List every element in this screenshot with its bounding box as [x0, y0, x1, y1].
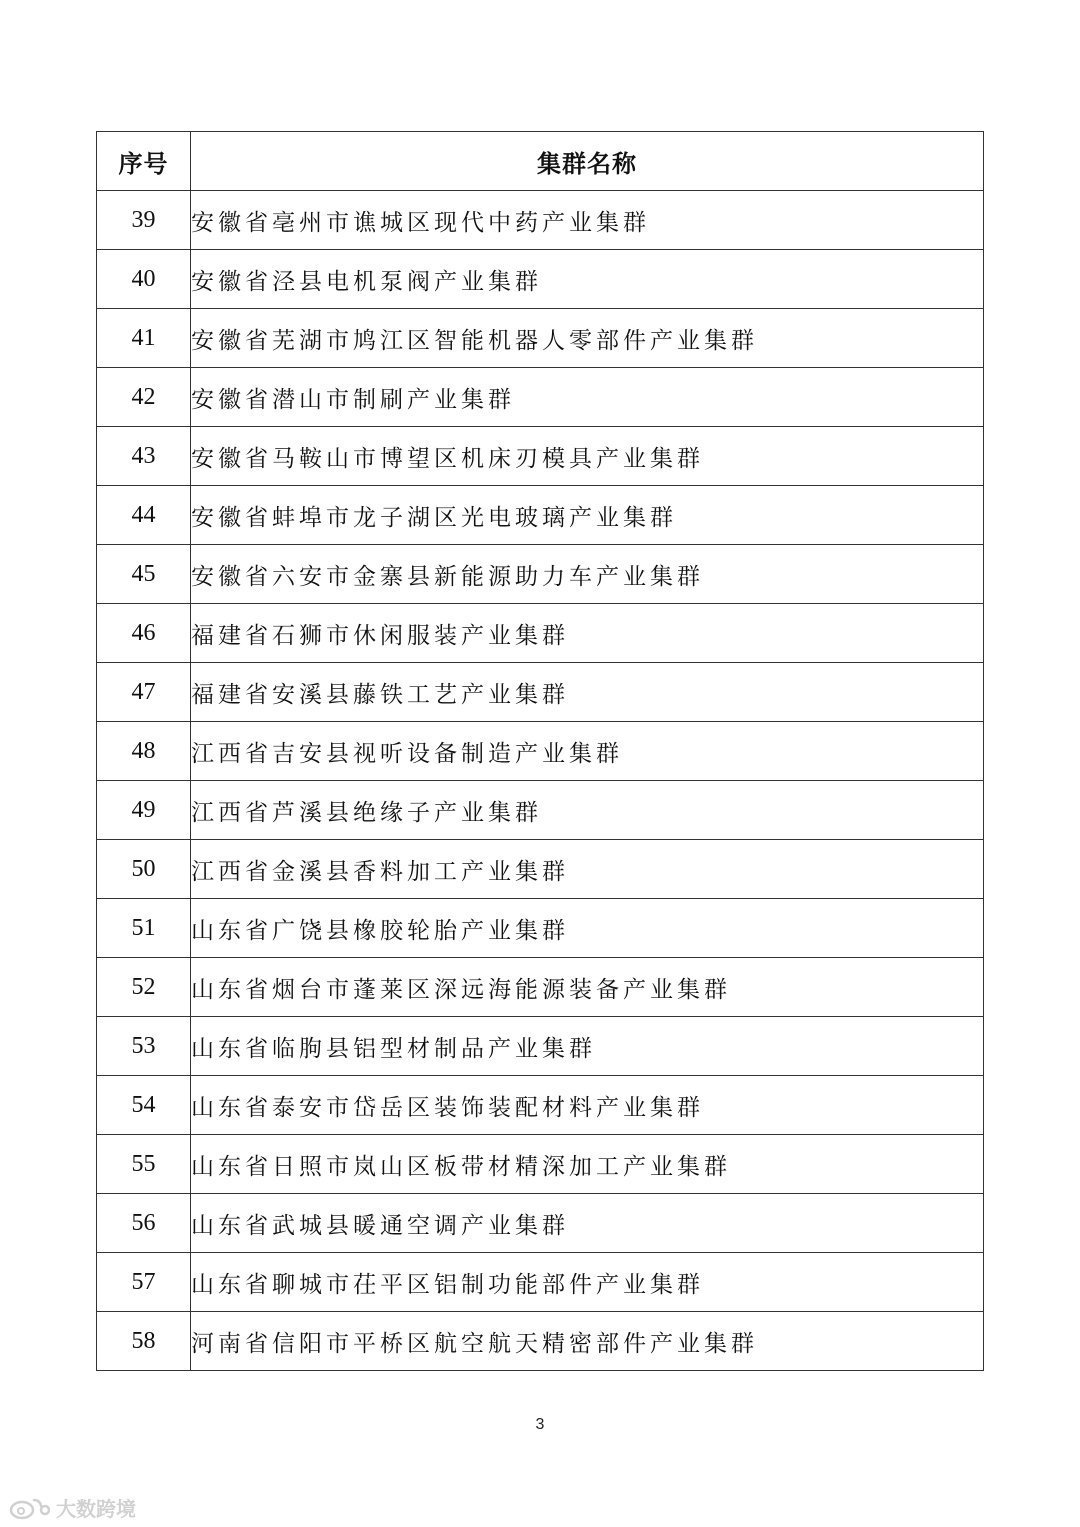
- row-serial-number: 39: [97, 191, 191, 250]
- table-row: [97, 781, 984, 840]
- row-cluster-name: 山东省武城县暖通空调产业集群: [191, 1194, 984, 1253]
- weibo-logo-icon: [8, 1496, 50, 1520]
- row-serial-number: 57: [97, 1253, 191, 1312]
- row-cluster-name: 安徽省亳州市谯城区现代中药产业集群: [191, 191, 984, 250]
- row-serial-number: 43: [97, 427, 191, 486]
- table-row: [97, 250, 984, 309]
- table-row: [97, 1312, 984, 1371]
- row-cluster-name: 安徽省芜湖市鸠江区智能机器人零部件产业集群: [191, 309, 984, 368]
- row-serial-number: 44: [97, 486, 191, 545]
- table-row: [97, 427, 984, 486]
- row-cluster-name: 江西省芦溪县绝缘子产业集群: [191, 781, 984, 840]
- row-serial-number: 50: [97, 840, 191, 899]
- row-serial-number: 49: [97, 781, 191, 840]
- row-serial-number: 52: [97, 958, 191, 1017]
- row-cluster-name: 江西省吉安县视听设备制造产业集群: [191, 722, 984, 781]
- row-cluster-name: 福建省安溪县藤铁工艺产业集群: [191, 663, 984, 722]
- page-number: 3: [535, 1416, 545, 1433]
- row-serial-number: 51: [97, 899, 191, 958]
- row-serial-number: 46: [97, 604, 191, 663]
- cluster-table: [96, 131, 984, 1371]
- table-body: [97, 191, 984, 1371]
- table-row: [97, 1076, 984, 1135]
- table-row: [97, 191, 984, 250]
- table-row: [97, 486, 984, 545]
- header-serial-number: 序号: [97, 132, 191, 191]
- row-cluster-name: 安徽省泾县电机泵阀产业集群: [191, 250, 984, 309]
- watermark: [8, 1493, 136, 1522]
- row-serial-number: 58: [97, 1312, 191, 1371]
- table-row: [97, 309, 984, 368]
- row-cluster-name: 福建省石狮市休闲服装产业集群: [191, 604, 984, 663]
- row-cluster-name: 安徽省蚌埠市龙子湖区光电玻璃产业集群: [191, 486, 984, 545]
- row-cluster-name: 山东省泰安市岱岳区装饰装配材料产业集群: [191, 1076, 984, 1135]
- row-serial-number: 40: [97, 250, 191, 309]
- row-cluster-name: 安徽省六安市金寨县新能源助力车产业集群: [191, 545, 984, 604]
- row-serial-number: 54: [97, 1076, 191, 1135]
- row-cluster-name: 山东省烟台市蓬莱区深远海能源装备产业集群: [191, 958, 984, 1017]
- table-row: [97, 545, 984, 604]
- row-serial-number: 48: [97, 722, 191, 781]
- row-serial-number: 45: [97, 545, 191, 604]
- table-row: [97, 958, 984, 1017]
- row-cluster-name: 山东省日照市岚山区板带材精深加工产业集群: [191, 1135, 984, 1194]
- row-cluster-name: 山东省广饶县橡胶轮胎产业集群: [191, 899, 984, 958]
- watermark-text: 大数跨境: [56, 1497, 136, 1521]
- row-cluster-name: 河南省信阳市平桥区航空航天精密部件产业集群: [191, 1312, 984, 1371]
- row-serial-number: 55: [97, 1135, 191, 1194]
- table-row: [97, 604, 984, 663]
- row-cluster-name: 安徽省潜山市制刷产业集群: [191, 368, 984, 427]
- table-row: [97, 1253, 984, 1312]
- table-row: [97, 663, 984, 722]
- table-row: [97, 899, 984, 958]
- table-row: [97, 368, 984, 427]
- row-serial-number: 41: [97, 309, 191, 368]
- row-serial-number: 53: [97, 1017, 191, 1076]
- row-cluster-name: 山东省聊城市茌平区铝制功能部件产业集群: [191, 1253, 984, 1312]
- row-cluster-name: 江西省金溪县香料加工产业集群: [191, 840, 984, 899]
- row-cluster-name: 安徽省马鞍山市博望区机床刃模具产业集群: [191, 427, 984, 486]
- table-row: [97, 1135, 984, 1194]
- table-row: [97, 722, 984, 781]
- table-header-row: [97, 132, 984, 191]
- table-row: [97, 1194, 984, 1253]
- header-cluster-name: 集群名称: [191, 132, 984, 191]
- table-row: [97, 1017, 984, 1076]
- row-serial-number: 47: [97, 663, 191, 722]
- table-row: [97, 840, 984, 899]
- row-cluster-name: 山东省临朐县铝型材制品产业集群: [191, 1017, 984, 1076]
- row-serial-number: 56: [97, 1194, 191, 1253]
- row-serial-number: 42: [97, 368, 191, 427]
